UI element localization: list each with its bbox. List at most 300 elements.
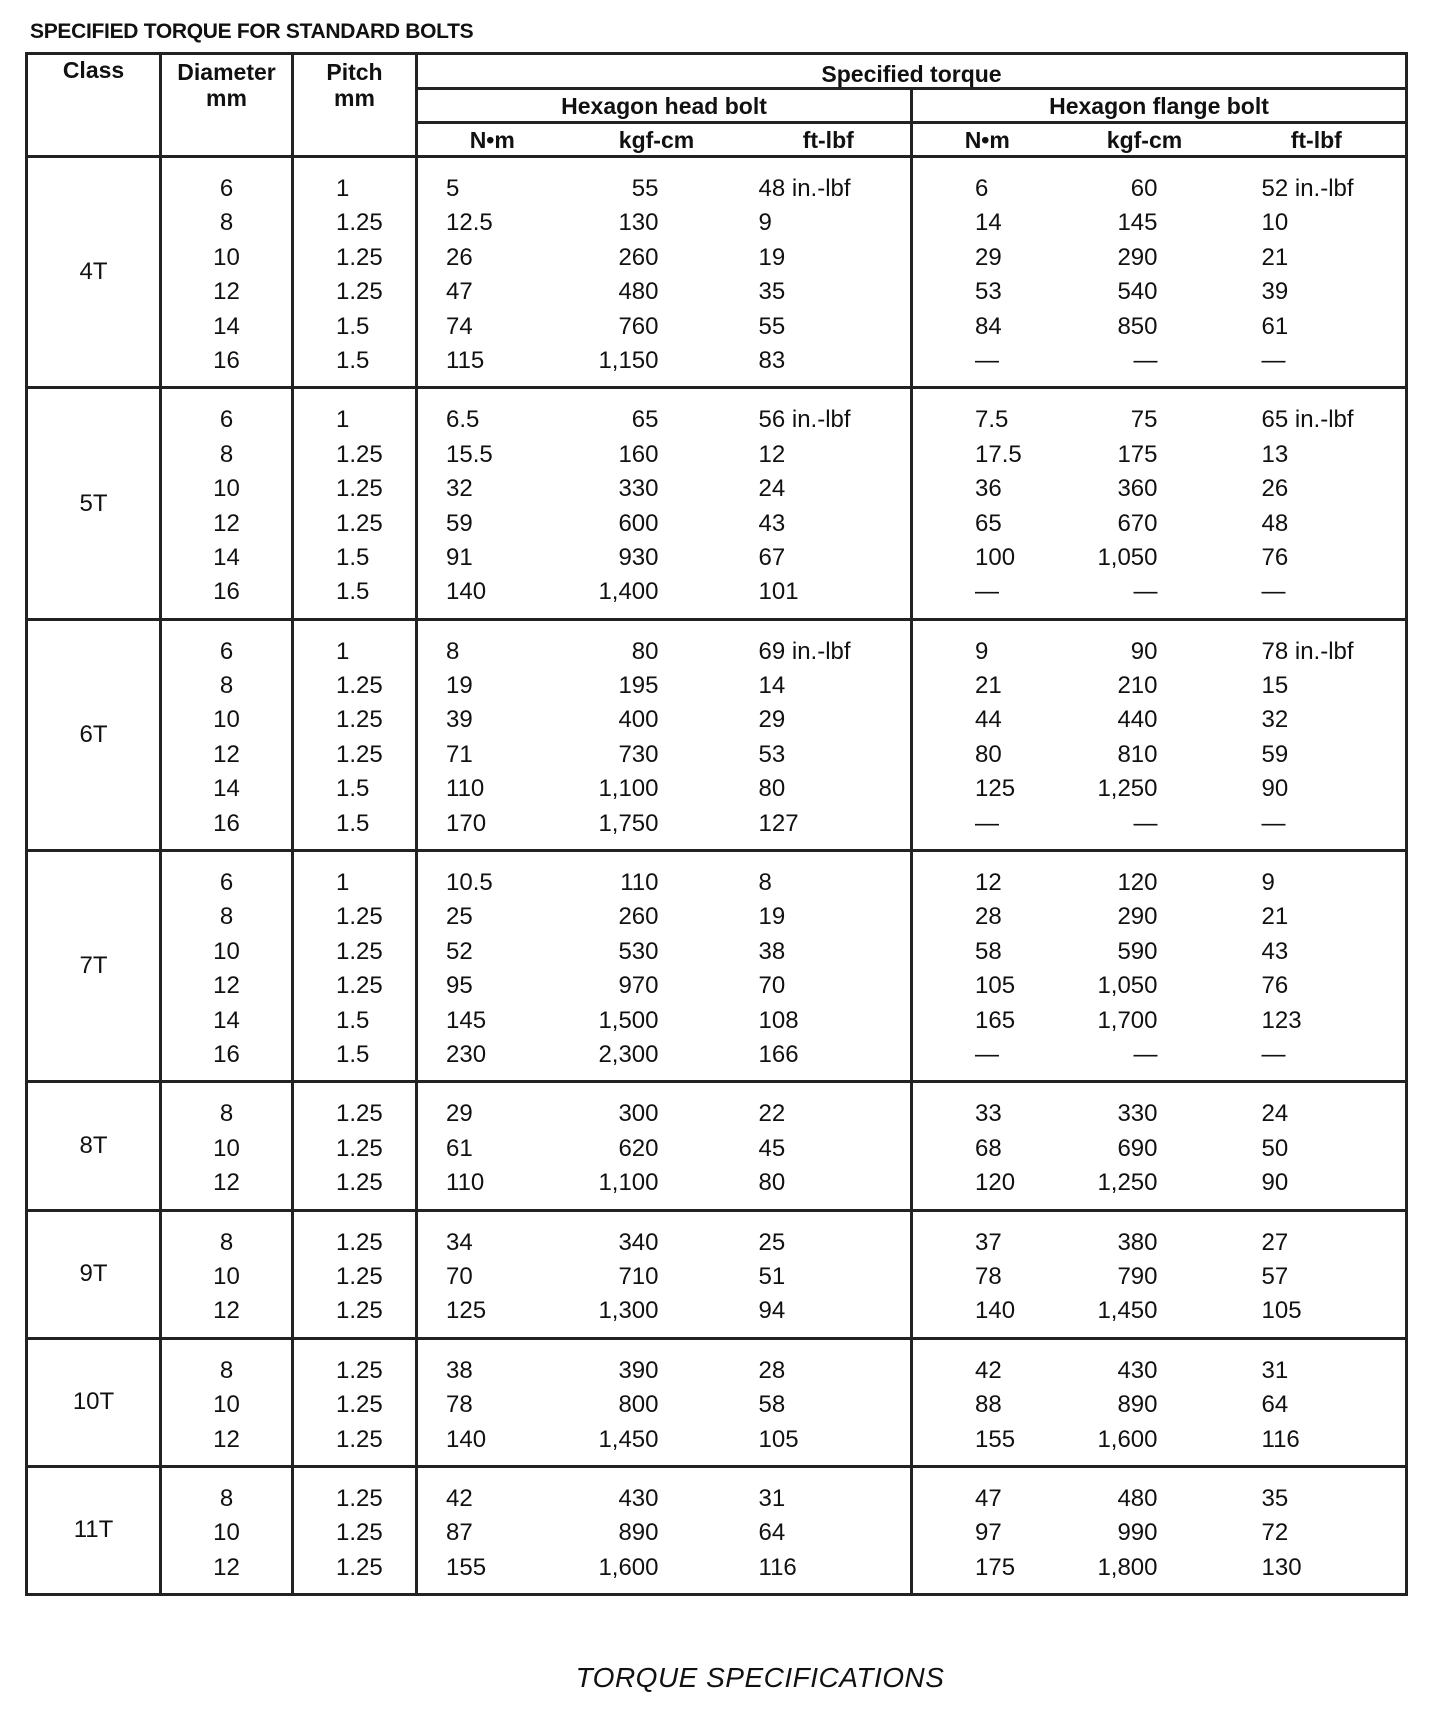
diameter-value: 10 xyxy=(213,706,240,734)
flange-ftlbf-value: 72 xyxy=(1261,1519,1289,1547)
diameter-value: 12 xyxy=(213,1169,240,1197)
flange-ftlbf-column-cell xyxy=(1228,619,1407,850)
flange-ftlbf-value: 78 in.-lbf xyxy=(1261,637,1354,665)
flange-nm-value: 58 xyxy=(975,937,1002,965)
head-kgfcm-value: 530 xyxy=(618,937,659,965)
header-head-ftlbf: ft-lbf xyxy=(747,123,912,157)
head-nm-value: 5 xyxy=(446,175,460,202)
pitch-value: 1.25 xyxy=(336,243,383,271)
flange-nm-column-cell xyxy=(912,1082,1062,1210)
head-nm-value: 145 xyxy=(446,1006,487,1034)
flange-nm-value: 125 xyxy=(975,775,1016,803)
flange-ftlbf-value: 105 xyxy=(1261,1297,1302,1325)
head-nm-value: 91 xyxy=(446,543,473,571)
flange-nm-column-cell xyxy=(912,157,1062,388)
flange-nm-value: 105 xyxy=(975,972,1016,1000)
flange-kgfcm-column-cell xyxy=(1062,1338,1228,1466)
head-nm-value: 230 xyxy=(446,1040,487,1068)
diameter-value: 12 xyxy=(213,972,240,1000)
pitch-value: 1.5 xyxy=(336,1040,370,1068)
head-nm-value: 10.5 xyxy=(446,869,493,897)
diameter-value: 10 xyxy=(213,1391,240,1419)
head-ftlbf-column-cell xyxy=(747,1466,912,1594)
flange-nm-value: 29 xyxy=(975,243,1002,271)
diameter-value: 10 xyxy=(213,243,240,271)
flange-ftlbf-value: 9 xyxy=(1261,869,1275,897)
head-ftlbf-value: 80 xyxy=(758,775,786,803)
diameter-value: 6 xyxy=(219,175,234,202)
pitch-value: 1.25 xyxy=(336,1519,383,1547)
diameter-column-cell xyxy=(161,157,293,388)
head-kgfcm-column-cell xyxy=(567,157,747,388)
flange-kgfcm-column-cell xyxy=(1062,851,1228,1082)
flange-ftlbf-value: 31 xyxy=(1261,1356,1289,1384)
head-ftlbf-value: 105 xyxy=(758,1425,799,1453)
class-label: 10T xyxy=(72,1388,115,1416)
head-ftlbf-value: 38 xyxy=(758,937,786,965)
head-ftlbf-value: 53 xyxy=(758,740,786,768)
head-nm-column-cell xyxy=(417,851,567,1082)
head-kgfcm-value: 80 xyxy=(631,637,659,665)
torque-table-body xyxy=(27,157,1407,1595)
pitch-value: 1.25 xyxy=(336,475,383,503)
header-specified-torque-label: Specified torque xyxy=(821,61,1002,87)
diameter-value: 8 xyxy=(219,672,234,700)
head-kgfcm-value: 2,300 xyxy=(598,1040,659,1068)
head-ftlbf-value: 127 xyxy=(758,809,799,837)
class-cell xyxy=(27,851,161,1082)
pitch-value: 1.25 xyxy=(336,1228,383,1256)
flange-kgfcm-value: 145 xyxy=(1117,209,1158,237)
flange-ftlbf-value: 15 xyxy=(1261,672,1289,700)
pitch-column-cell xyxy=(293,157,417,388)
flange-ftlbf-value: — xyxy=(1261,1040,1286,1068)
head-kgfcm-value: 55 xyxy=(631,175,659,202)
flange-nm-value: 175 xyxy=(975,1553,1016,1581)
class-label: 5T xyxy=(79,489,108,517)
head-nm-value: 140 xyxy=(446,1425,487,1453)
class-cell xyxy=(27,1082,161,1210)
flange-kgfcm-value: 850 xyxy=(1117,312,1158,340)
diameter-value: 8 xyxy=(219,1100,234,1128)
head-nm-column-cell xyxy=(417,1338,567,1466)
flange-ftlbf-value: 13 xyxy=(1261,440,1289,468)
head-kgfcm-value: 260 xyxy=(618,243,659,271)
flange-kgfcm-value: 380 xyxy=(1117,1228,1158,1256)
head-kgfcm-value: 110 xyxy=(620,869,659,897)
flange-ftlbf-value: 10 xyxy=(1261,209,1289,237)
class-block-row xyxy=(27,1338,1407,1466)
flange-ftlbf-value: 50 xyxy=(1261,1134,1289,1162)
flange-kgfcm-value: 670 xyxy=(1117,509,1158,537)
flange-ftlbf-value: 76 xyxy=(1261,972,1289,1000)
diameter-column-cell xyxy=(161,1466,293,1594)
flange-kgfcm-value: 890 xyxy=(1117,1391,1158,1419)
flange-ftlbf-value: — xyxy=(1261,346,1286,374)
head-kgfcm-column-cell xyxy=(567,619,747,850)
head-kgfcm-value: 1,300 xyxy=(598,1297,659,1325)
flange-kgfcm-column-cell xyxy=(1062,619,1228,850)
class-block-row xyxy=(27,388,1407,619)
head-ftlbf-value: 80 xyxy=(758,1169,786,1197)
pitch-value: 1.5 xyxy=(336,346,370,374)
flange-ftlbf-value: 26 xyxy=(1261,475,1289,503)
head-nm-value: 38 xyxy=(446,1356,473,1384)
head-ftlbf-column-cell xyxy=(747,851,912,1082)
flange-nm-value: — xyxy=(975,346,999,374)
pitch-column-cell xyxy=(293,1338,417,1466)
head-nm-value: 61 xyxy=(446,1134,473,1162)
flange-ftlbf-value: 65 in.-lbf xyxy=(1261,406,1354,434)
head-nm-column-cell xyxy=(417,1466,567,1594)
flange-nm-value: 42 xyxy=(975,1356,1002,1384)
diameter-value: 16 xyxy=(213,809,240,837)
head-kgfcm-value: 1,500 xyxy=(598,1006,659,1034)
class-block-row xyxy=(27,1082,1407,1210)
header-head-nm: N•m xyxy=(469,126,515,153)
head-ftlbf-value: 94 xyxy=(758,1297,786,1325)
flange-ftlbf-value: 61 xyxy=(1261,312,1289,340)
flange-ftlbf-value: 27 xyxy=(1261,1228,1289,1256)
flange-nm-column-cell xyxy=(912,1210,1062,1338)
diameter-value: 6 xyxy=(219,637,234,665)
head-kgfcm-value: 600 xyxy=(618,509,659,537)
flange-ftlbf-column-cell xyxy=(1228,851,1407,1082)
pitch-value: 1.25 xyxy=(336,706,383,734)
flange-nm-value: 78 xyxy=(975,1262,1002,1290)
head-kgfcm-column-cell xyxy=(567,851,747,1082)
flange-kgfcm-value: 290 xyxy=(1117,903,1158,931)
header-class-label: Class xyxy=(62,57,125,83)
flange-ftlbf-value: 52 in.-lbf xyxy=(1261,175,1354,202)
head-kgfcm-value: 620 xyxy=(618,1134,659,1162)
head-ftlbf-value: 28 xyxy=(758,1356,786,1384)
diameter-value: 16 xyxy=(213,578,240,606)
flange-kgfcm-value: 290 xyxy=(1117,243,1158,271)
flange-nm-value: 80 xyxy=(975,740,1002,768)
pitch-value: 1 xyxy=(336,869,350,897)
head-kgfcm-value: 390 xyxy=(618,1356,659,1384)
diameter-value: 12 xyxy=(213,1425,240,1453)
head-ftlbf-value: 31 xyxy=(758,1484,786,1512)
flange-nm-value: 120 xyxy=(975,1169,1016,1197)
head-kgfcm-value: 160 xyxy=(618,440,659,468)
flange-ftlbf-column-cell xyxy=(1228,1082,1407,1210)
flange-ftlbf-value: 90 xyxy=(1261,1169,1289,1197)
flange-kgfcm-value: 540 xyxy=(1117,278,1158,306)
flange-nm-value: 100 xyxy=(975,543,1016,571)
class-label: 11T xyxy=(73,1516,114,1544)
diameter-value: 10 xyxy=(213,1519,240,1547)
pitch-value: 1.25 xyxy=(336,1484,383,1512)
flange-ftlbf-column-cell xyxy=(1228,388,1407,619)
flange-kgfcm-value: 1,050 xyxy=(1097,543,1158,571)
head-ftlbf-value: 35 xyxy=(758,278,786,306)
head-nm-value: 115 xyxy=(446,346,485,374)
flange-ftlbf-value: 57 xyxy=(1261,1262,1289,1290)
diameter-value: 16 xyxy=(213,346,240,374)
flange-nm-column-cell xyxy=(912,1466,1062,1594)
diameter-value: 10 xyxy=(213,475,240,503)
pitch-value: 1.5 xyxy=(336,775,370,803)
flange-ftlbf-column-cell xyxy=(1228,1210,1407,1338)
class-cell xyxy=(27,619,161,850)
flange-kgfcm-value: — xyxy=(1133,1040,1158,1068)
head-nm-value: 155 xyxy=(446,1553,487,1581)
pitch-value: 1.25 xyxy=(336,1356,383,1384)
class-cell xyxy=(27,1466,161,1594)
diameter-value: 8 xyxy=(219,1356,234,1384)
head-ftlbf-column-cell xyxy=(747,1082,912,1210)
flange-kgfcm-value: 480 xyxy=(1117,1484,1158,1512)
diameter-column-cell xyxy=(161,1210,293,1338)
head-kgfcm-value: 1,750 xyxy=(598,809,659,837)
head-kgfcm-value: 710 xyxy=(618,1262,659,1290)
head-nm-value: 6.5 xyxy=(446,406,480,434)
head-ftlbf-value: 8 xyxy=(758,869,772,897)
head-ftlbf-value: 25 xyxy=(758,1228,786,1256)
diameter-column-cell xyxy=(161,1082,293,1210)
head-ftlbf-value: 67 xyxy=(758,543,786,571)
head-kgfcm-value: 130 xyxy=(618,209,659,237)
flange-nm-value: 97 xyxy=(975,1519,1002,1547)
header-class xyxy=(27,54,161,157)
figure-caption: TORQUE SPECIFICATIONS xyxy=(575,1662,945,1693)
head-nm-value: 70 xyxy=(446,1262,473,1290)
pitch-column-cell xyxy=(293,619,417,850)
header-pitch-label: Pitch xyxy=(326,59,383,85)
pitch-value: 1.5 xyxy=(336,1006,370,1034)
head-ftlbf-value: 70 xyxy=(758,972,786,1000)
flange-kgfcm-value: 690 xyxy=(1117,1134,1158,1162)
flange-kgfcm-value: — xyxy=(1133,578,1158,606)
head-kgfcm-value: 300 xyxy=(618,1100,659,1128)
head-kgfcm-value: 1,450 xyxy=(598,1425,659,1453)
head-nm-value: 34 xyxy=(446,1228,473,1256)
head-kgfcm-value: 340 xyxy=(618,1228,659,1256)
flange-kgfcm-value: 90 xyxy=(1130,637,1158,665)
flange-nm-value: 53 xyxy=(975,278,1002,306)
class-label: 7T xyxy=(79,952,108,980)
head-kgfcm-value: 800 xyxy=(618,1391,659,1419)
diameter-value: 8 xyxy=(219,209,234,237)
head-nm-value: 78 xyxy=(446,1391,473,1419)
flange-nm-value: 140 xyxy=(975,1297,1016,1325)
pitch-column-cell xyxy=(293,1210,417,1338)
header-flange-nm: N•m xyxy=(964,126,1010,153)
diameter-value: 8 xyxy=(219,1228,234,1256)
head-nm-column-cell xyxy=(417,1210,567,1338)
flange-ftlbf-value: 48 xyxy=(1261,509,1289,537)
pitch-value: 1.25 xyxy=(336,209,383,237)
head-nm-value: 170 xyxy=(446,809,487,837)
head-kgfcm-value: 1,100 xyxy=(598,775,659,803)
head-kgfcm-value: 1,400 xyxy=(598,578,659,606)
head-ftlbf-value: 43 xyxy=(758,509,786,537)
flange-nm-value: 14 xyxy=(975,209,1002,237)
pitch-value: 1.25 xyxy=(336,1134,383,1162)
flange-nm-value: 9 xyxy=(975,637,989,665)
head-ftlbf-value: 9 xyxy=(758,209,772,237)
head-ftlbf-value: 69 in.-lbf xyxy=(758,637,851,665)
head-ftlbf-value: 56 in.-lbf xyxy=(758,406,851,434)
head-ftlbf-value: 166 xyxy=(758,1040,799,1068)
flange-kgfcm-value: 1,050 xyxy=(1097,972,1158,1000)
head-ftlbf-value: 108 xyxy=(758,1006,799,1034)
header-flange-kgfcm: kgf-cm xyxy=(1106,126,1183,153)
pitch-value: 1.25 xyxy=(336,1391,383,1419)
head-nm-value: 125 xyxy=(446,1297,487,1325)
pitch-value: 1.5 xyxy=(336,809,370,837)
diameter-value: 10 xyxy=(213,1134,240,1162)
flange-nm-column-cell xyxy=(912,388,1062,619)
flange-nm-value: 88 xyxy=(975,1391,1002,1419)
flange-nm-value: 68 xyxy=(975,1134,1002,1162)
pitch-value: 1.25 xyxy=(336,672,383,700)
pitch-value: 1.25 xyxy=(336,440,383,468)
header-hex-flange-label: Hexagon flange bolt xyxy=(1049,92,1269,119)
pitch-value: 1 xyxy=(336,406,350,434)
flange-ftlbf-value: 35 xyxy=(1261,1484,1289,1512)
flange-nm-value: 28 xyxy=(975,903,1002,931)
head-nm-value: 59 xyxy=(446,509,473,537)
flange-nm-column-cell xyxy=(912,1338,1062,1466)
head-kgfcm-value: 730 xyxy=(618,740,659,768)
head-nm-value: 71 xyxy=(446,740,473,768)
diameter-value: 10 xyxy=(213,937,240,965)
class-cell xyxy=(27,388,161,619)
flange-nm-value: 65 xyxy=(975,509,1002,537)
head-nm-column-cell xyxy=(417,1082,567,1210)
head-nm-value: 39 xyxy=(446,706,473,734)
flange-kgfcm-value: 1,450 xyxy=(1097,1297,1158,1325)
head-kgfcm-value: 430 xyxy=(618,1484,659,1512)
pitch-value: 1 xyxy=(336,175,350,202)
flange-nm-value: 12 xyxy=(975,869,1002,897)
flange-nm-value: 7.5 xyxy=(975,406,1009,434)
head-nm-value: 8 xyxy=(446,637,460,665)
head-kgfcm-value: 330 xyxy=(618,475,659,503)
flange-nm-value: 44 xyxy=(975,706,1002,734)
class-block-row xyxy=(27,851,1407,1082)
head-nm-value: 19 xyxy=(446,672,473,700)
flange-kgfcm-value: 790 xyxy=(1117,1262,1158,1290)
pitch-value: 1.25 xyxy=(336,509,383,537)
flange-ftlbf-value: 64 xyxy=(1261,1391,1289,1419)
diameter-value: 14 xyxy=(213,1006,240,1034)
flange-nm-value: — xyxy=(975,809,999,837)
class-label: 4T xyxy=(79,258,108,286)
pitch-column-cell xyxy=(293,1466,417,1594)
diameter-value: 8 xyxy=(219,440,234,468)
head-ftlbf-value: 48 in.-lbf xyxy=(758,175,851,202)
class-block-row xyxy=(27,1210,1407,1338)
class-label: 8T xyxy=(79,1131,108,1159)
header-pitch-unit: mm xyxy=(334,85,375,111)
head-ftlbf-column-cell xyxy=(747,388,912,619)
pitch-value: 1.5 xyxy=(336,578,370,606)
head-ftlbf-value: 29 xyxy=(758,706,786,734)
flange-ftlbf-value: — xyxy=(1261,578,1286,606)
head-nm-value: 47 xyxy=(446,278,473,306)
head-nm-value: 95 xyxy=(446,972,473,1000)
head-kgfcm-value: 1,600 xyxy=(598,1553,659,1581)
head-kgfcm-value: 970 xyxy=(618,972,659,1000)
diameter-value: 14 xyxy=(213,543,240,571)
head-nm-value: 74 xyxy=(446,312,473,340)
pitch-value: 1.25 xyxy=(336,740,383,768)
flange-nm-value: 6 xyxy=(975,175,989,202)
head-kgfcm-column-cell xyxy=(567,388,747,619)
head-kgfcm-value: 1,150 xyxy=(598,346,659,374)
diameter-value: 12 xyxy=(213,278,240,306)
document-title: SPECIFIED TORQUE FOR STANDARD BOLTS xyxy=(30,20,474,43)
diameter-value: 12 xyxy=(213,740,240,768)
flange-kgfcm-value: 360 xyxy=(1117,475,1158,503)
flange-kgfcm-column-cell xyxy=(1062,388,1228,619)
head-kgfcm-column-cell xyxy=(567,1466,747,1594)
head-ftlbf-value: 45 xyxy=(758,1134,786,1162)
head-ftlbf-value: 22 xyxy=(758,1100,786,1128)
class-block-row xyxy=(27,1466,1407,1594)
pitch-value: 1.25 xyxy=(336,1169,383,1197)
flange-ftlbf-column-cell xyxy=(1228,1466,1407,1594)
flange-nm-value: 165 xyxy=(975,1006,1016,1034)
diameter-value: 14 xyxy=(213,312,240,340)
flange-kgfcm-column-cell xyxy=(1062,1210,1228,1338)
header-diameter-unit: mm xyxy=(206,85,247,111)
diameter-value: 12 xyxy=(213,509,240,537)
pitch-value: 1.5 xyxy=(336,543,370,571)
flange-nm-value: 36 xyxy=(975,475,1002,503)
diameter-value: 14 xyxy=(213,775,240,803)
head-nm-value: 12.5 xyxy=(446,209,493,237)
head-nm-value: 110 xyxy=(446,775,485,803)
flange-ftlbf-value: 76 xyxy=(1261,543,1289,571)
head-nm-value: 26 xyxy=(446,243,473,271)
flange-ftlbf-column-cell xyxy=(1228,1338,1407,1466)
flange-nm-value: — xyxy=(975,1040,999,1068)
pitch-value: 1.25 xyxy=(336,937,383,965)
pitch-column-cell xyxy=(293,388,417,619)
flange-kgfcm-value: 60 xyxy=(1130,175,1158,202)
diameter-column-cell xyxy=(161,388,293,619)
header-flange-ftlbf: ft-lbf xyxy=(1228,123,1407,157)
head-nm-value: 52 xyxy=(446,937,473,965)
head-nm-value: 29 xyxy=(446,1100,473,1128)
diameter-value: 8 xyxy=(219,903,234,931)
pitch-value: 1.25 xyxy=(336,278,383,306)
head-kgfcm-column-cell xyxy=(567,1210,747,1338)
header-hex-head xyxy=(417,89,912,123)
flange-nm-value: 37 xyxy=(975,1228,1002,1256)
flange-kgfcm-value: — xyxy=(1133,809,1158,837)
flange-nm-value: 17.5 xyxy=(975,440,1022,468)
pitch-value: 1.25 xyxy=(336,1553,383,1581)
head-kgfcm-value: 760 xyxy=(618,312,659,340)
pitch-value: 1.5 xyxy=(336,312,370,340)
flange-kgfcm-column-cell xyxy=(1062,1466,1228,1594)
flange-nm-value: 21 xyxy=(975,672,1002,700)
head-nm-column-cell xyxy=(417,388,567,619)
head-kgfcm-value: 260 xyxy=(618,903,659,931)
head-ftlbf-column-cell xyxy=(747,1210,912,1338)
header-hex-flange xyxy=(912,89,1407,123)
flange-ftlbf-value: 59 xyxy=(1261,740,1289,768)
diameter-value: 12 xyxy=(213,1553,240,1581)
flange-ftlbf-value: 123 xyxy=(1261,1006,1302,1034)
diameter-value: 8 xyxy=(219,1484,234,1512)
